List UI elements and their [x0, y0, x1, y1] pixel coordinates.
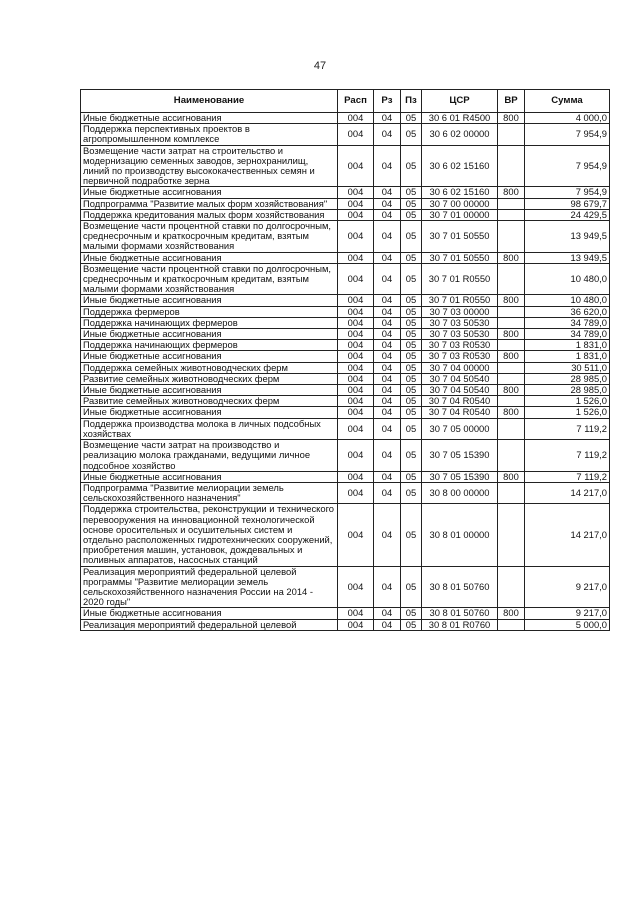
- table-row: [81, 407, 610, 418]
- table-row: [81, 619, 610, 630]
- table-cell-rasp: 004: [338, 362, 374, 373]
- table-cell-name: Поддержка начинающих фермеров: [81, 317, 338, 328]
- table-cell-rz: 04: [374, 418, 401, 439]
- table-row: [81, 566, 610, 608]
- table-cell-rasp: 004: [338, 619, 374, 630]
- table-cell-sum: 13 949,5: [525, 252, 610, 263]
- table-row: [81, 396, 610, 407]
- table-row: [81, 306, 610, 317]
- table-cell-vr: [498, 396, 525, 407]
- table-cell-pz: 05: [401, 113, 422, 124]
- table-cell-sum: 98 679,7: [525, 198, 610, 209]
- table-row: [81, 252, 610, 263]
- table-cell-csr: 30 7 03 50530: [422, 317, 498, 328]
- table-cell-csr: 30 7 01 50550: [422, 221, 498, 253]
- table-cell-name: Поддержка фермеров: [81, 306, 338, 317]
- table-cell-sum: 4 000,0: [525, 113, 610, 124]
- table-cell-vr: [498, 340, 525, 351]
- table-cell-rasp: 004: [338, 396, 374, 407]
- table-cell-rz: 04: [374, 252, 401, 263]
- table-cell-pz: 05: [401, 340, 422, 351]
- table-cell-csr: 30 7 05 15390: [422, 440, 498, 472]
- table-cell-csr: 30 7 00 00000: [422, 198, 498, 209]
- table-cell-rasp: 004: [338, 295, 374, 306]
- table-cell-csr: 30 7 01 R0550: [422, 295, 498, 306]
- table-row: [81, 113, 610, 124]
- table-cell-pz: 05: [401, 306, 422, 317]
- table-cell-vr: [498, 373, 525, 384]
- table-cell-pz: 05: [401, 295, 422, 306]
- table-cell-rz: 04: [374, 198, 401, 209]
- table-cell-sum: 36 620,0: [525, 306, 610, 317]
- table-cell-name: Подпрограмма "Развитие малых форм хозяйствования": [81, 198, 338, 209]
- table-cell-sum: 9 217,0: [525, 566, 610, 608]
- table-cell-name: Иные бюджетные ассигнования: [81, 113, 338, 124]
- table-cell-pz: 05: [401, 385, 422, 396]
- header-rasp: Расп: [338, 90, 374, 113]
- table-cell-rasp: 004: [338, 317, 374, 328]
- table-cell-csr: 30 7 05 00000: [422, 418, 498, 439]
- table-row: [81, 504, 610, 566]
- table-cell-sum: 24 429,5: [525, 209, 610, 220]
- table-cell-vr: [498, 209, 525, 220]
- table-row: [81, 317, 610, 328]
- table-row: [81, 418, 610, 439]
- table-row: [81, 295, 610, 306]
- table-cell-csr: 30 7 03 R0530: [422, 351, 498, 362]
- table-cell-pz: 05: [401, 482, 422, 503]
- table-cell-sum: 14 217,0: [525, 504, 610, 566]
- table-cell-rasp: 004: [338, 113, 374, 124]
- table-cell-vr: [498, 317, 525, 328]
- table-row: [81, 145, 610, 187]
- table-cell-pz: 05: [401, 198, 422, 209]
- table-cell-rz: 04: [374, 317, 401, 328]
- table-cell-pz: 05: [401, 329, 422, 340]
- table-row: [81, 351, 610, 362]
- table-cell-rasp: 004: [338, 306, 374, 317]
- table-cell-name: Поддержка производства молока в личных подсобных хозяйствах: [81, 418, 338, 439]
- table-cell-name: Подпрограмма "Развитие мелиорации земель сельскохозяйственного назначения": [81, 482, 338, 503]
- table-cell-name: Иные бюджетные ассигнования: [81, 329, 338, 340]
- table-cell-name: Поддержка перспективных проектов в агропромышленном комплексе: [81, 124, 338, 145]
- table-cell-sum: 7 954,9: [525, 145, 610, 187]
- header-name: Наименование: [81, 90, 338, 113]
- table-cell-vr: 800: [498, 113, 525, 124]
- table-cell-rasp: 004: [338, 440, 374, 472]
- table-cell-rz: 04: [374, 306, 401, 317]
- table-cell-csr: 30 7 01 50550: [422, 252, 498, 263]
- table-cell-rz: 04: [374, 407, 401, 418]
- table-cell-rz: 04: [374, 113, 401, 124]
- table-cell-sum: 7 119,2: [525, 440, 610, 472]
- table-cell-vr: 800: [498, 385, 525, 396]
- table-cell-pz: 05: [401, 187, 422, 198]
- table-cell-csr: 30 7 04 R0540: [422, 407, 498, 418]
- table-cell-pz: 05: [401, 221, 422, 253]
- table-cell-csr: 30 6 02 00000: [422, 124, 498, 145]
- table-cell-sum: 9 217,0: [525, 608, 610, 619]
- table-row: [81, 198, 610, 209]
- table-header-row: [81, 90, 610, 113]
- table-cell-name: Возмещение части затрат на строительство и модернизацию семенных заводов, зернохранилищ, линий по производству высококачественных семян и первичной подработке зерна: [81, 145, 338, 187]
- table-cell-rz: 04: [374, 263, 401, 295]
- table-cell-rasp: 004: [338, 252, 374, 263]
- table-cell-csr: 30 6 01 R4500: [422, 113, 498, 124]
- table-cell-pz: 05: [401, 351, 422, 362]
- table-cell-rz: 04: [374, 329, 401, 340]
- table-cell-rasp: 004: [338, 263, 374, 295]
- table-cell-rasp: 004: [338, 351, 374, 362]
- table-cell-vr: 800: [498, 329, 525, 340]
- table-row: [81, 471, 610, 482]
- table-row: [81, 440, 610, 472]
- header-csr: ЦСР: [422, 90, 498, 113]
- table-cell-rz: 04: [374, 566, 401, 608]
- table-cell-sum: 34 789,0: [525, 329, 610, 340]
- table-cell-rz: 04: [374, 145, 401, 187]
- table-cell-csr: 30 7 04 50540: [422, 385, 498, 396]
- table-cell-csr: 30 8 00 00000: [422, 482, 498, 503]
- table-cell-name: Развитие семейных животноводческих ферм: [81, 373, 338, 384]
- table-cell-vr: [498, 566, 525, 608]
- table-cell-rz: 04: [374, 619, 401, 630]
- table-cell-pz: 05: [401, 362, 422, 373]
- table-cell-sum: 5 000,0: [525, 619, 610, 630]
- table-cell-sum: 1 526,0: [525, 396, 610, 407]
- table-row: [81, 373, 610, 384]
- table-cell-csr: 30 7 04 00000: [422, 362, 498, 373]
- table-body: [81, 113, 610, 631]
- header-sum: Сумма: [525, 90, 610, 113]
- table-cell-name: Иные бюджетные ассигнования: [81, 471, 338, 482]
- table-cell-rz: 04: [374, 187, 401, 198]
- table-cell-rz: 04: [374, 482, 401, 503]
- table-cell-rz: 04: [374, 385, 401, 396]
- table-cell-rz: 04: [374, 295, 401, 306]
- table-cell-name: Иные бюджетные ассигнования: [81, 385, 338, 396]
- table-cell-rasp: 004: [338, 145, 374, 187]
- table-cell-csr: 30 8 01 00000: [422, 504, 498, 566]
- table-cell-vr: [498, 306, 525, 317]
- table-cell-sum: 13 949,5: [525, 221, 610, 253]
- table-cell-rz: 04: [374, 440, 401, 472]
- table-cell-sum: 28 985,0: [525, 385, 610, 396]
- table-cell-rz: 04: [374, 340, 401, 351]
- table-row: [81, 124, 610, 145]
- table-cell-csr: 30 7 03 00000: [422, 306, 498, 317]
- table-cell-pz: 05: [401, 209, 422, 220]
- table-cell-vr: [498, 124, 525, 145]
- table-cell-pz: 05: [401, 317, 422, 328]
- table-cell-pz: 05: [401, 252, 422, 263]
- table-cell-csr: 30 8 01 50760: [422, 608, 498, 619]
- table-cell-sum: 1 831,0: [525, 340, 610, 351]
- table-cell-name: Иные бюджетные ассигнования: [81, 351, 338, 362]
- table-cell-sum: 7 119,2: [525, 418, 610, 439]
- table-cell-csr: 30 7 03 R0530: [422, 340, 498, 351]
- table-cell-rz: 04: [374, 362, 401, 373]
- table-cell-sum: 10 480,0: [525, 263, 610, 295]
- table-cell-pz: 05: [401, 418, 422, 439]
- table-row: [81, 362, 610, 373]
- table-cell-pz: 05: [401, 373, 422, 384]
- table-cell-name: Иные бюджетные ассигнования: [81, 187, 338, 198]
- table-cell-pz: 05: [401, 566, 422, 608]
- table-cell-csr: 30 8 01 R0760: [422, 619, 498, 630]
- table-cell-pz: 05: [401, 608, 422, 619]
- table-cell-csr: 30 7 01 R0550: [422, 263, 498, 295]
- table-row: [81, 608, 610, 619]
- table-cell-sum: 7 954,9: [525, 124, 610, 145]
- table-cell-rasp: 004: [338, 418, 374, 439]
- table-cell-sum: 30 511,0: [525, 362, 610, 373]
- table-cell-name: Поддержка семейных животноводческих ферм: [81, 362, 338, 373]
- table-cell-pz: 05: [401, 263, 422, 295]
- table-cell-vr: [498, 504, 525, 566]
- table-cell-vr: 800: [498, 471, 525, 482]
- table-cell-rasp: 004: [338, 566, 374, 608]
- table-cell-rz: 04: [374, 351, 401, 362]
- table-cell-vr: [498, 263, 525, 295]
- table-cell-rasp: 004: [338, 209, 374, 220]
- table-cell-rz: 04: [374, 124, 401, 145]
- table-row: [81, 385, 610, 396]
- table-cell-vr: 800: [498, 351, 525, 362]
- table-cell-pz: 05: [401, 440, 422, 472]
- table-cell-rasp: 004: [338, 187, 374, 198]
- table-cell-sum: 7 954,9: [525, 187, 610, 198]
- table-cell-csr: 30 7 05 15390: [422, 471, 498, 482]
- table-cell-rasp: 004: [338, 373, 374, 384]
- table-cell-pz: 05: [401, 471, 422, 482]
- table-cell-name: Возмещение части затрат на производство и реализацию молока гражданами, ведущими личное подсобное хозяйство: [81, 440, 338, 472]
- table-cell-vr: [498, 440, 525, 472]
- table-cell-csr: 30 8 01 50760: [422, 566, 498, 608]
- table-cell-rasp: 004: [338, 385, 374, 396]
- table-cell-sum: 10 480,0: [525, 295, 610, 306]
- table-cell-rasp: 004: [338, 124, 374, 145]
- table-cell-rz: 04: [374, 608, 401, 619]
- table-cell-vr: 800: [498, 295, 525, 306]
- table-cell-vr: [498, 362, 525, 373]
- table-cell-vr: 800: [498, 187, 525, 198]
- table-cell-name: Развитие семейных животноводческих ферм: [81, 396, 338, 407]
- table-cell-sum: 1 526,0: [525, 407, 610, 418]
- table-cell-pz: 05: [401, 407, 422, 418]
- table-cell-csr: 30 6 02 15160: [422, 145, 498, 187]
- header-vr: ВР: [498, 90, 525, 113]
- table-cell-rasp: 004: [338, 221, 374, 253]
- table-cell-csr: 30 7 04 50540: [422, 373, 498, 384]
- table-cell-pz: 05: [401, 124, 422, 145]
- table-cell-vr: [498, 619, 525, 630]
- table-cell-vr: 800: [498, 252, 525, 263]
- table-cell-name: Реализация мероприятий федеральной целевой: [81, 619, 338, 630]
- table-cell-rz: 04: [374, 396, 401, 407]
- table-cell-rasp: 004: [338, 340, 374, 351]
- table-cell-sum: 1 831,0: [525, 351, 610, 362]
- table-cell-vr: 800: [498, 407, 525, 418]
- table-cell-sum: 14 217,0: [525, 482, 610, 503]
- table-cell-rasp: 004: [338, 608, 374, 619]
- table-cell-vr: 800: [498, 608, 525, 619]
- table-cell-pz: 05: [401, 619, 422, 630]
- table-cell-rz: 04: [374, 221, 401, 253]
- table-cell-vr: [498, 221, 525, 253]
- table-cell-rasp: 004: [338, 329, 374, 340]
- header-rz: Рз: [374, 90, 401, 113]
- table-cell-name: Возмещение части процентной ставки по долгосрочным, среднесрочным и краткосрочным кредитам, взятым малыми формами хозяйствования: [81, 263, 338, 295]
- table-cell-name: Поддержка кредитования малых форм хозяйствования: [81, 209, 338, 220]
- table-cell-name: Реализация мероприятий федеральной целевой программы "Развитие мелиорации земель сельскохозяйственного назначения России на 2014 - 2020 годы": [81, 566, 338, 608]
- table-cell-vr: [498, 482, 525, 503]
- table-cell-sum: 7 119,2: [525, 471, 610, 482]
- table-row: [81, 209, 610, 220]
- table-row: [81, 329, 610, 340]
- page-number: 47: [313, 60, 327, 72]
- table-cell-pz: 05: [401, 504, 422, 566]
- table-row: [81, 263, 610, 295]
- table-cell-csr: 30 7 03 50530: [422, 329, 498, 340]
- table-cell-name: Поддержка строительства, реконструкции и технического перевооружения на инновационной технологической основе оросительных и осушительных систем и отдельно расположенных гидротехнических сооружений, приобретения машин, установок, дождевальных и поливных аппаратов, насосных станций: [81, 504, 338, 566]
- table-cell-rz: 04: [374, 504, 401, 566]
- table-cell-csr: 30 6 02 15160: [422, 187, 498, 198]
- table-cell-vr: [498, 198, 525, 209]
- table-cell-name: Поддержка начинающих фермеров: [81, 340, 338, 351]
- table-cell-rasp: 004: [338, 504, 374, 566]
- table-cell-rz: 04: [374, 471, 401, 482]
- table-cell-rz: 04: [374, 209, 401, 220]
- table-cell-pz: 05: [401, 145, 422, 187]
- table-cell-rz: 04: [374, 373, 401, 384]
- table-cell-name: Иные бюджетные ассигнования: [81, 252, 338, 263]
- table-cell-vr: [498, 418, 525, 439]
- table-cell-rasp: 004: [338, 198, 374, 209]
- table-cell-rasp: 004: [338, 407, 374, 418]
- table-cell-sum: 28 985,0: [525, 373, 610, 384]
- table-cell-name: Возмещение части процентной ставки по долгосрочным, среднесрочным и краткосрочным кредитам, взятым малыми формами хозяйствования: [81, 221, 338, 253]
- table-cell-sum: 34 789,0: [525, 317, 610, 328]
- table-cell-csr: 30 7 01 00000: [422, 209, 498, 220]
- table-cell-vr: [498, 145, 525, 187]
- table-cell-rasp: 004: [338, 471, 374, 482]
- table-cell-rasp: 004: [338, 482, 374, 503]
- table-row: [81, 187, 610, 198]
- table-cell-name: Иные бюджетные ассигнования: [81, 407, 338, 418]
- table-cell-pz: 05: [401, 396, 422, 407]
- header-pz: Пз: [401, 90, 422, 113]
- table-row: [81, 482, 610, 503]
- table-row: [81, 221, 610, 253]
- table-cell-name: Иные бюджетные ассигнования: [81, 608, 338, 619]
- table-row: [81, 340, 610, 351]
- table-cell-name: Иные бюджетные ассигнования: [81, 295, 338, 306]
- budget-table: [80, 89, 610, 631]
- table-cell-csr: 30 7 04 R0540: [422, 396, 498, 407]
